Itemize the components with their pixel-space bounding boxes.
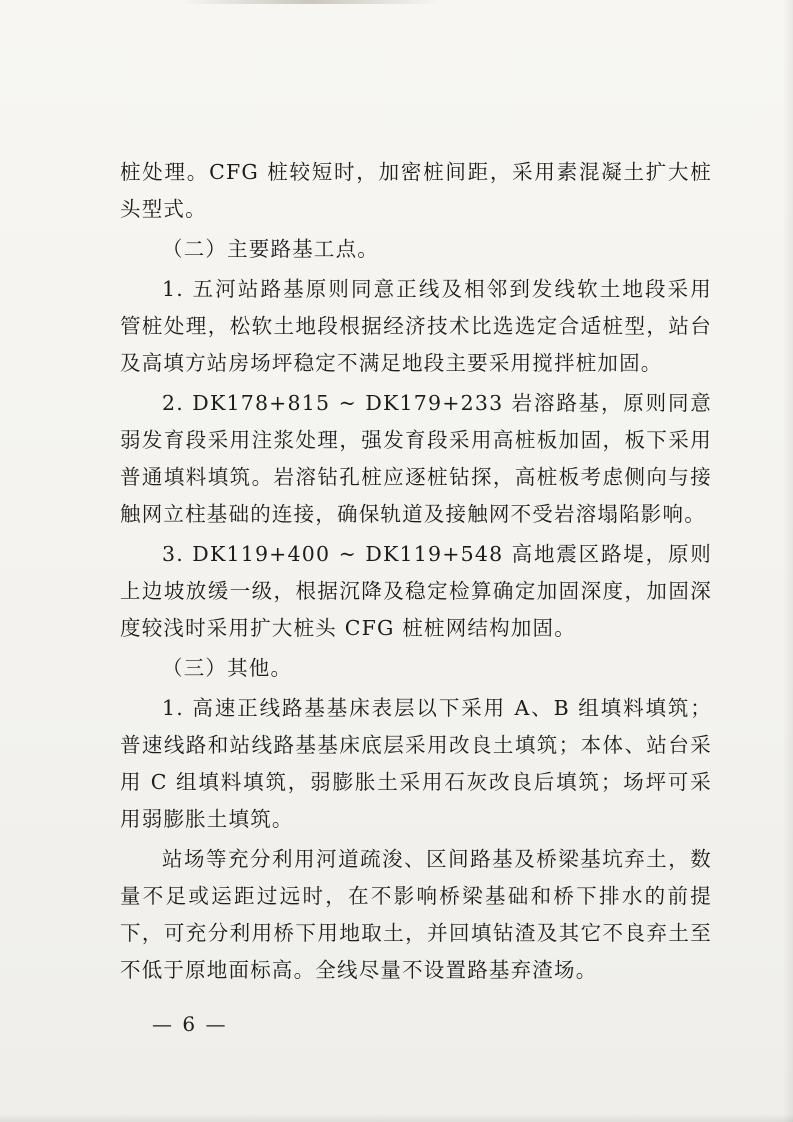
section-heading-2: （二）主要路基工点。	[162, 237, 379, 261]
section-heading-3: （三）其他。	[162, 656, 293, 680]
paragraph-item-2: 2. DK178+815 ~ DK179+233 岩溶路基，原则同意弱发育段采用注浆处理，强发育段采用高桩板加固，板下采用普通填料填筑。岩溶钻孔桩应逐桩钻探，高桩板考虑侧向与接触网立柱基础的连接，确保轨道及接触网不受岩溶塌陷影响。	[120, 391, 712, 526]
page-number: — 6 —	[152, 1012, 228, 1036]
scan-bleed-mark	[180, 0, 440, 4]
paragraph-other-1: 1. 高速正线路基基床表层以下采用 A、B 组填料填筑；普速线路和站线路基基床底层采用改良土填筑；本体、站台采用 C 组填料填筑，弱膨胀土采用石灰改良后填筑；场坪可采用弱膨胀土填筑。	[120, 696, 712, 831]
document-body	[120, 154, 712, 989]
paragraph-item-1: 1. 五河站路基原则同意正线及相邻到发线软土地段采用管桩处理，松软土地段根据经济技术比选选定合适桩型，站台及高填方站房场坪稳定不满足地段主要采用搅拌桩加固。	[120, 277, 712, 375]
paragraph-other-2: 站场等充分利用河道疏浚、区间路基及桥梁基坑弃土，数量不足或运距过远时，在不影响桥梁基础和桥下排水的前提下，可充分利用桥下用地取土，并回填钻渣及其它不良弃土至不低于原地面标高。全线尽量不设置路基弃渣场。	[120, 847, 712, 982]
scan-edge-shadow	[783, 0, 793, 1122]
scan-bottom-shadow	[0, 1114, 793, 1122]
paragraph-continuation: 桩处理。CFG 桩较短时，加密桩间距，采用素混凝土扩大桩头型式。	[120, 160, 712, 221]
paragraph-item-3: 3. DK119+400 ~ DK119+548 高地震区路堤，原则上边坡放缓一级，根据沉降及稳定检算确定加固深度，加固深度较浅时采用扩大桩头 CFG 桩桩网结构加固。	[120, 542, 712, 640]
